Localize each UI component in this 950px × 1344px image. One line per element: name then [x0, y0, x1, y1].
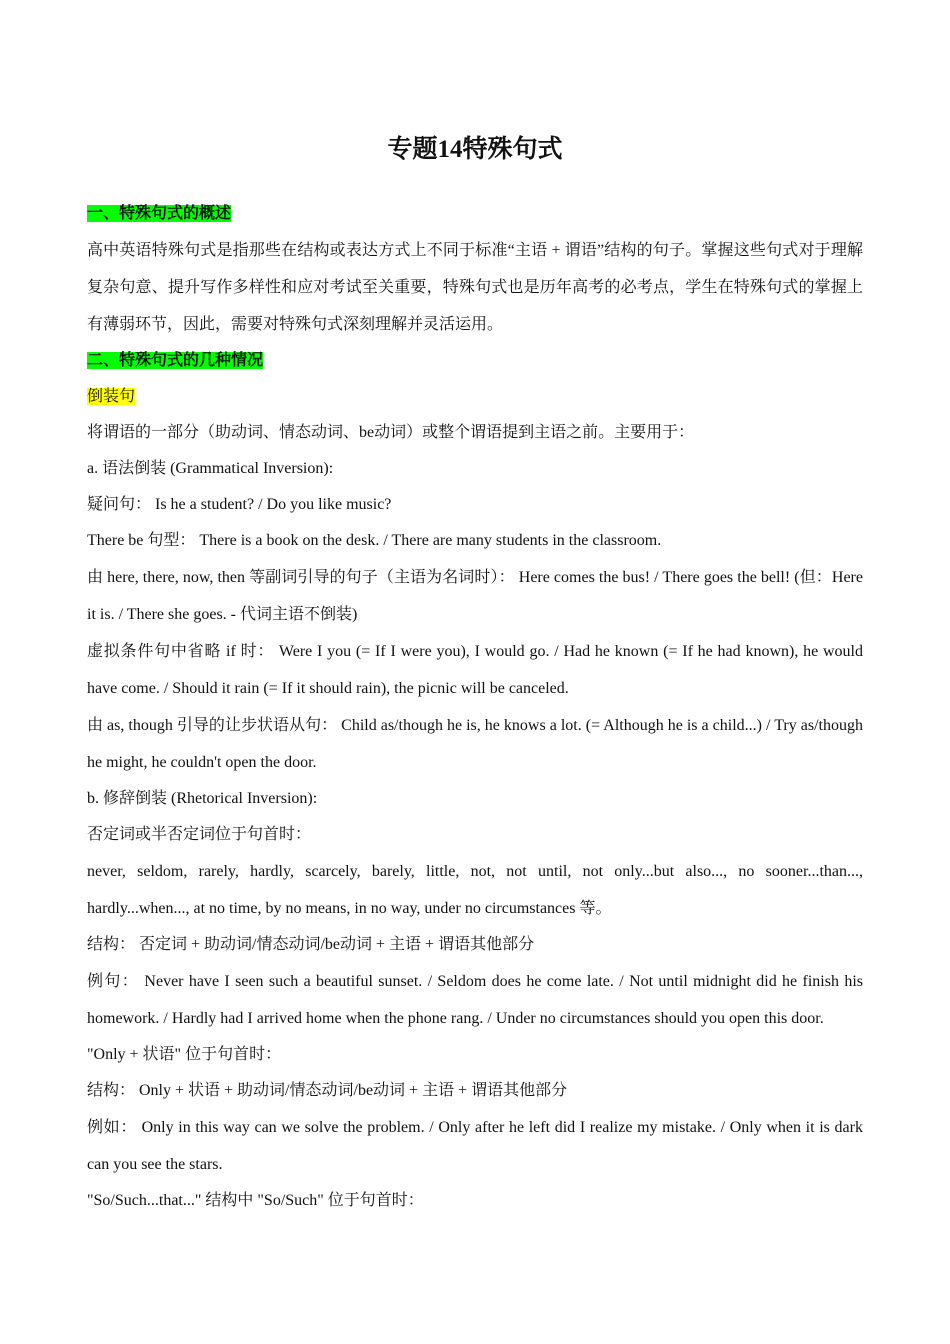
negative-words-intro: 否定词或半否定词位于句首时： — [87, 826, 312, 843]
negative-structure: 结构： 否定词 + 助动词/情态动词/be动词 + 主语 + 谓语其他部分 — [87, 936, 535, 953]
only-examples: 例如： Only in this way can we solve the problem. / Only after he left did I realize my mistake. / Only when it is dark can you see the stars. — [87, 1119, 863, 1173]
highlighted-heading: 二、特殊句式的几种情况 — [87, 352, 264, 369]
grammatical-inversion-heading: a. 语法倒装 (Grammatical Inversion): — [87, 460, 334, 477]
only-structure: 结构： Only + 状语 + 助动词/情态动词/be动词 + 主语 + 谓语其他部分 — [87, 1082, 568, 1099]
page-title: 专题14特殊句式 — [387, 136, 563, 163]
negative-words-list: never, seldom, rarely, hardly, scarcely, barely, little, not, not until, not only...but also..., no sooner...than..., hardly...when..., at no time, by no means, in no way, under no circumstances 等。 — [87, 863, 863, 917]
document-body — [87, 128, 863, 1219]
there-be-item: There be 句型： There is a book on the desk. / There are many students in the classroom. — [87, 532, 662, 549]
highlighted-heading: 一、特殊句式的概述 — [87, 205, 232, 222]
inversion-label-line — [87, 379, 863, 415]
only-adverbial-intro: "Only + 状语" 位于句首时： — [87, 1046, 282, 1063]
negative-examples: 例句： Never have I seen such a beautiful sunset. / Seldom does he come late. / Not until midnight did he finish his homework. / Hardly had I arrived home when the phone rang. / Under no circumstances should you open this door. — [87, 973, 863, 1027]
question-sentence-item: 疑问句： Is he a student? / Do you like music? — [87, 496, 392, 513]
so-such-intro: "So/Such...that..." 结构中 "So/Such" 位于句首时： — [87, 1192, 424, 1209]
concession-clause-item: 由 as, though 引导的让步状语从句： Child as/though he is, he knows a lot. (= Although he is a child...) / Try as/though he might, he couldn't open the door. — [87, 717, 863, 771]
section-heading-overview — [87, 196, 863, 232]
overview-paragraph: 高中英语特殊句式是指那些在结构或表达方式上不同于标准“主语 + 谓语”结构的句子。掌握这些句式对于理解复杂句意、提升写作多样性和应对考试至关重要，特殊句式也是历年高考的必考点，学生在特殊句式的掌握上有薄弱环节，因此，需要对特殊句式深刻理解并灵活运用。 — [87, 242, 863, 333]
adverb-lead-item: 由 here, there, now, then 等副词引导的句子（主语为名词时）： Here comes the bus! / There goes the bell! (但：Here it is. / There she goes. - 代词主语不倒装) — [87, 569, 863, 623]
rhetorical-inversion-heading: b. 修辞倒装 (Rhetorical Inversion): — [87, 790, 318, 807]
inversion-intro: 将谓语的一部分（助动词、情态动词、be动词）或整个谓语提到主语之前。主要用于： — [87, 424, 695, 441]
section-heading-cases — [87, 343, 863, 379]
omitted-if-item: 虚拟条件句中省略 if 时： Were I you (= If I were you), I would go. / Had he known (= If he had known), he would have come. / Should it rain (= If it should rain), the picnic will be canceled. — [87, 643, 863, 697]
inversion-label: 倒装句 — [87, 388, 136, 405]
